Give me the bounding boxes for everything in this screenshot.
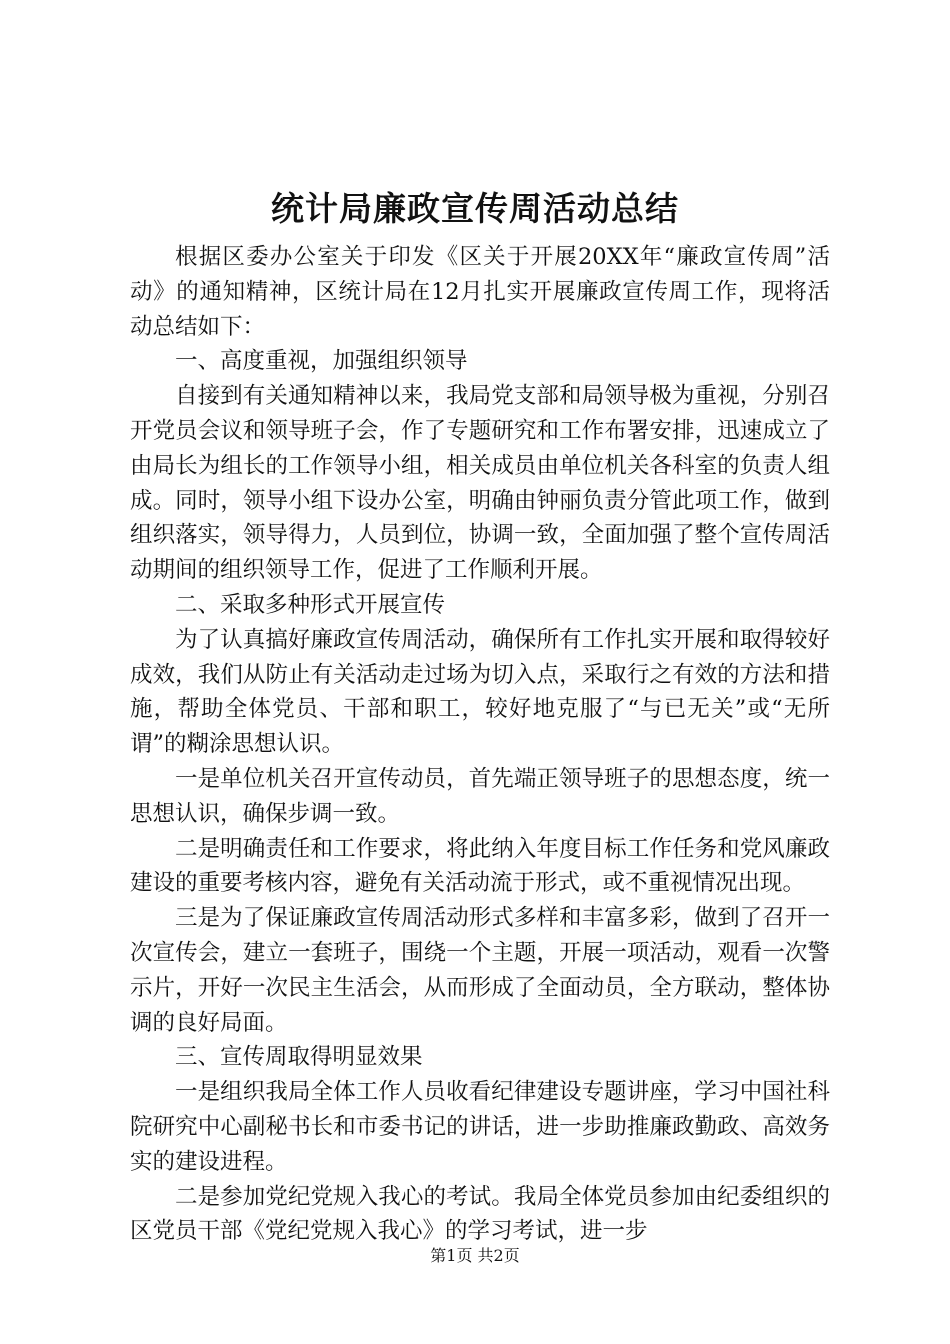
section-heading-2: 二、采取多种形式开展宣传: [175, 591, 446, 618]
body-paragraph: 自接到有关通知精神以来，我局党支部和局领导极为重视，分别召开党员会议和领导班子会，作了专题研究和工作布署安排，迅速成立了由局长为组长的工作领导小组，相关成员由单位机关各科室的负责人组成。同时，领导小组下设办公室，明确由钟丽负责分管此项工作，做到组织落实，领导得力，人员到位，协调一致，全面加强了整个宣传周活动期间的组织领导工作，促进了工作顺利开展。: [130, 383, 830, 584]
section-heading-3: 三、宣传周取得明显效果: [175, 1044, 423, 1071]
body-paragraph: 一是单位机关召开宣传动员，首先端正领导班子的思想态度，统一思想认识，确保步调一致。: [130, 765, 830, 827]
body-paragraph: 三是为了保证廉政宣传周活动形式多样和丰富多彩，做到了召开一次宣传会，建立一套班子，围绕一个主题，开展一项活动，观看一次警示片，开好一次民主生活会，从而形成了全面动员，全方联动，整体协调的良好局面。: [130, 905, 830, 1036]
body-paragraph: 为了认真搞好廉政宣传周活动，确保所有工作扎实开展和取得较好成效，我们从防止有关活动走过场为切入点，采取行之有效的方法和措施，帮助全体党员、干部和职工，较好地克服了“与已无关”或“无所谓”的糊涂思想认识。: [130, 626, 830, 758]
body-paragraph: 二是参加党纪党规入我心的考试。我局全体党员参加由纪委组织的区党员干部《党纪党规入我心》的学习考试，进一步: [130, 1183, 830, 1245]
body-paragraph: 一是组织我局全体工作人员收看纪律建设专题讲座，学习中国社科院研究中心副秘书长和市委书记的讲话，进一步助推廉政勤政、高效务实的建设进程。: [130, 1079, 830, 1175]
body-paragraph: 二是明确责任和工作要求，将此纳入年度目标工作任务和党风廉政建设的重要考核内容，避免有关活动流于形式，或不重视情况出现。: [130, 835, 830, 897]
section-heading-1: 一、高度重视，加强组织领导: [175, 348, 468, 375]
document-body: [130, 240, 830, 1249]
page-number-footer: 第1页 共2页: [430, 1246, 520, 1265]
document-title: 统计局廉政宣传周活动总结: [271, 189, 679, 228]
intro-paragraph: 根据区委办公室关于印发《区关于开展20XX年“廉政宣传周”活动》的通知精神，区统计局在12月扎实开展廉政宣传周工作，现将活动总结如下：: [130, 244, 830, 340]
